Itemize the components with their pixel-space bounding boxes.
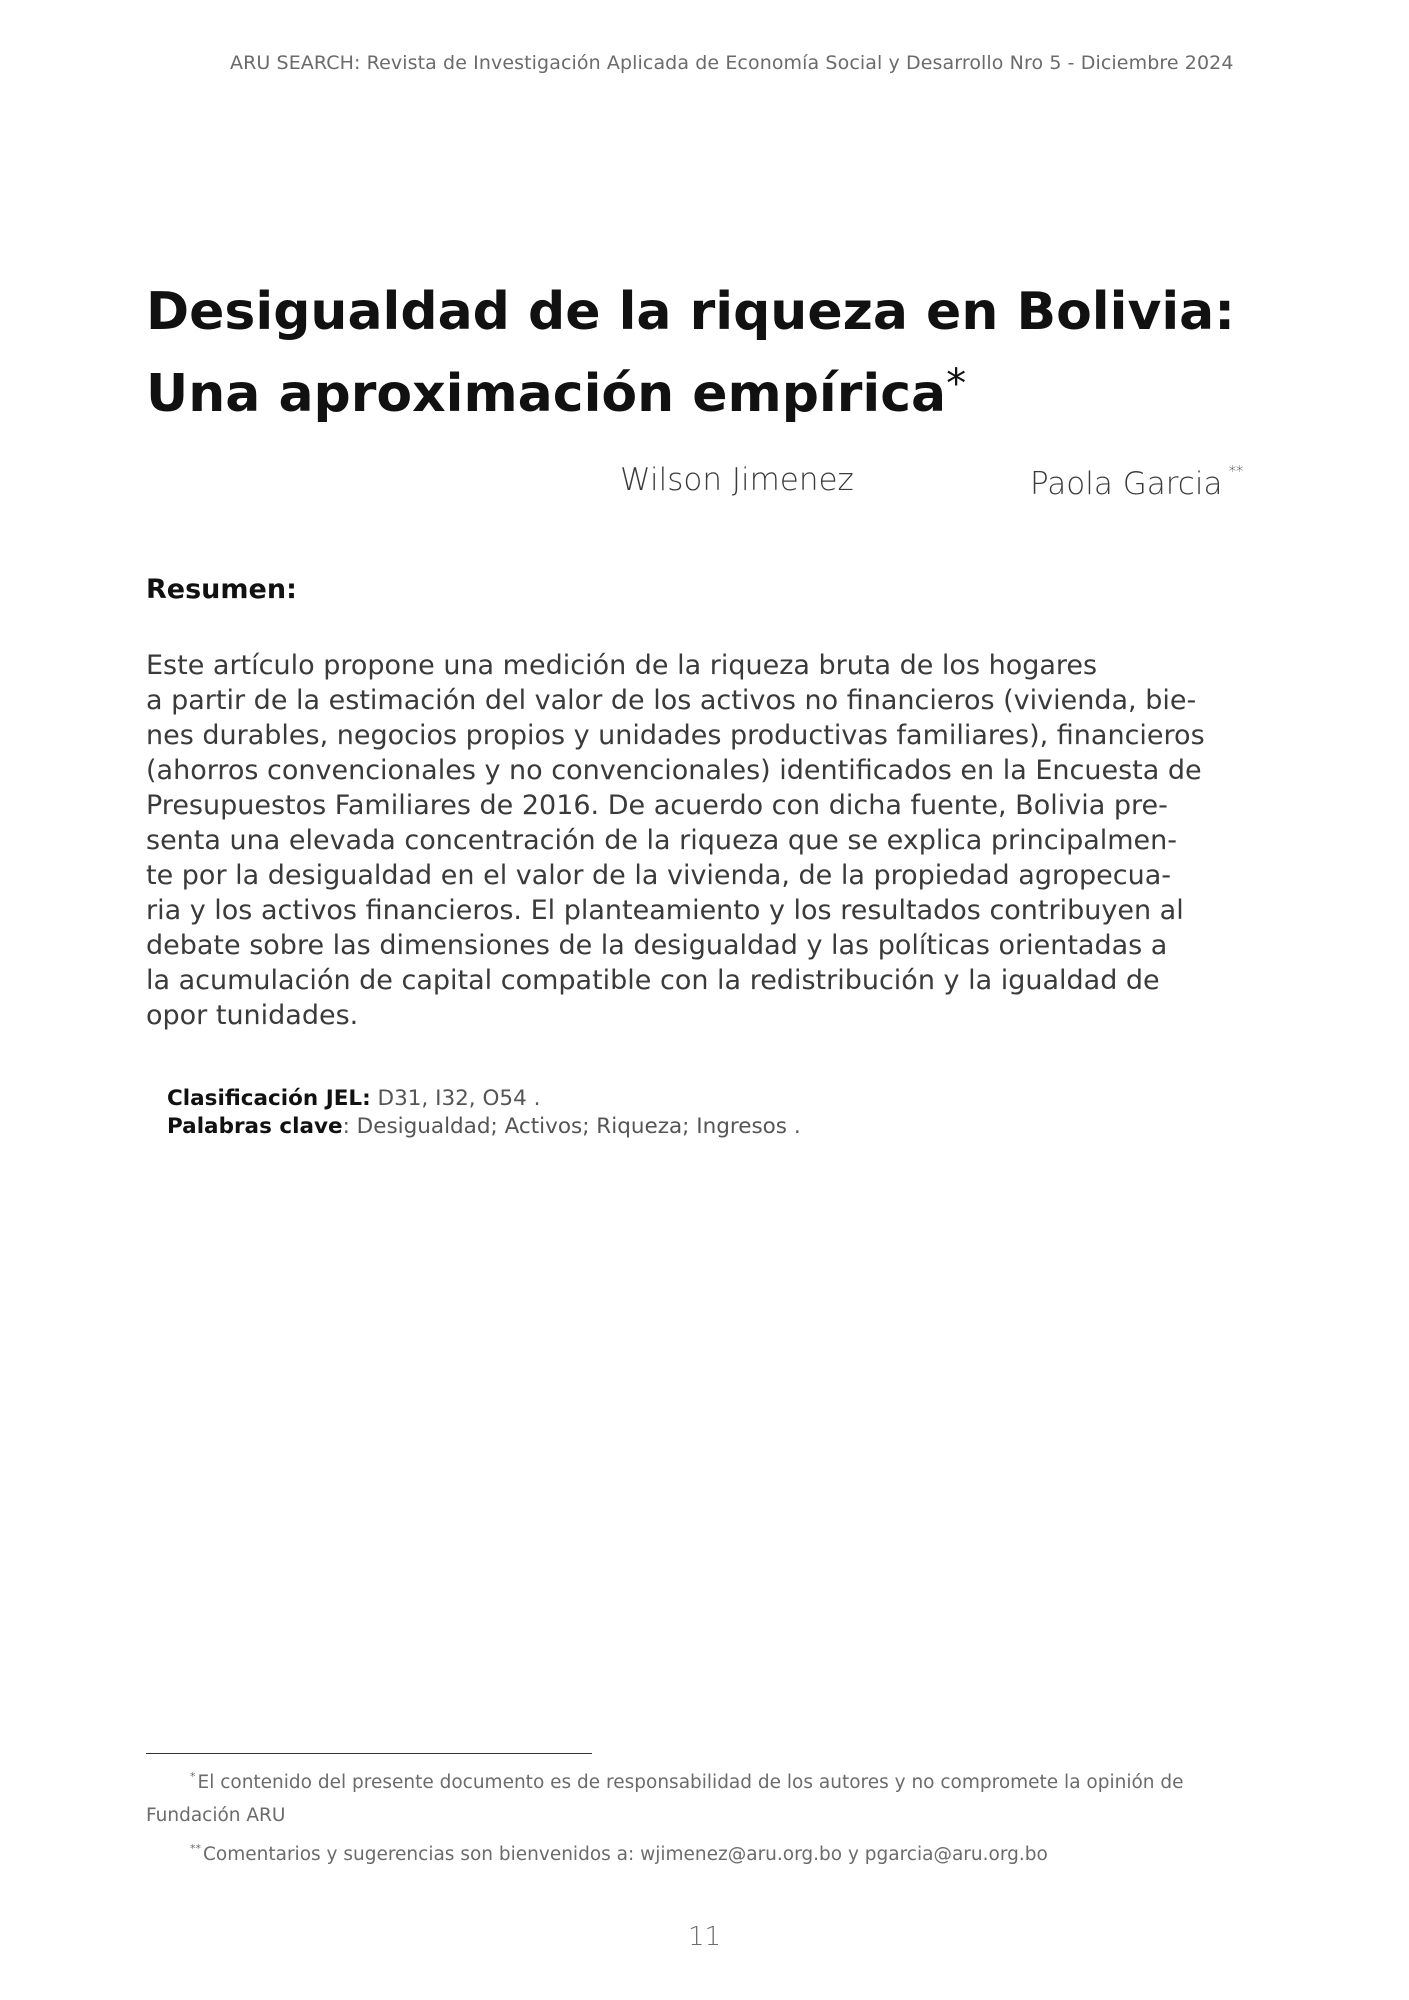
abstract-line: Presupuestos Familiares de 2016. De acuerdo con dicha fuente, Bolivia pre- [146,790,1168,821]
abstract-line: a partir de la estimación del valor de los activos no financieros (vivienda, bie- [146,685,1197,716]
footnote-1-text: El contenido del presente documento es de responsabilidad de los autores y no compromete la opinión de [197,1772,1184,1793]
jel-label: Clasificación JEL: [167,1086,371,1111]
title-line-2-text: Una aproximación empírica [146,364,947,424]
abstract-line: la acumulación de capital compatible con la redistribución y la igualdad de [146,965,1160,996]
author-wilson-jimenez [620,462,854,498]
keywords-label: Palabras clave [167,1114,343,1139]
abstract-line: (ahorros convencionales y no convencionales) identificados en la Encuesta de [146,755,1202,786]
footnote-2 [146,1832,1286,1871]
abstract-line: opor tunidades. [146,1000,359,1031]
footnote-1-continued: Fundación ARU [146,1805,286,1826]
keywords-value: : Desigualdad; Activos; Riqueza; Ingresos . [342,1114,801,1139]
abstract-body [146,648,1286,1033]
keywords-line [167,1113,801,1141]
title-footnote-mark: * [946,361,967,407]
title-line-2 [146,348,1296,430]
abstract-line: debate sobre las dimensiones de la desigualdad y las políticas orientadas a [146,930,1168,961]
author-footnote-mark: ** [1228,462,1244,480]
article-title [146,276,1296,430]
footnotes [146,1760,1286,1871]
title-line-1: Desigualdad de la riqueza en Bolivia: [146,282,1236,342]
footnote-1-mark: * [190,1770,196,1783]
page-number: 11 [687,1922,722,1952]
running-header: ARU SEARCH: Revista de Investigación Aplicada de Economía Social y Desarrollo Nro 5 - Diciembre 2024 [230,52,1234,74]
classification-block [167,1085,801,1141]
abstract-line: senta una elevada concentración de la riqueza que se explica principalmen- [146,825,1178,856]
footnote-2-text: Comentarios y sugerencias son bienvenidos a: wjimenez@aru.org.bo y pgarcia@aru.org.bo [203,1844,1048,1865]
footnote-divider [146,1753,592,1754]
author-name: Wilson Jimenez [620,462,854,498]
abstract-line: nes durables, negocios propios y unidades productivas familiares), financieros [146,720,1205,751]
author-name: Paola Garcia [1030,466,1223,502]
author-paola-garcia [1030,462,1243,502]
footnote-1 [146,1760,1286,1799]
jel-value: D31, I32, O54 . [370,1086,541,1111]
abstract-line: Este artículo propone una medición de la riqueza bruta de los hogares [146,650,1098,681]
jel-classification [167,1085,801,1113]
abstract-line: ria y los activos financieros. El planteamiento y los resultados contribuyen al [146,895,1184,926]
abstract-heading: Resumen: [146,574,297,605]
footnote-2-mark: ** [190,1842,201,1855]
abstract-line: te por la desigualdad en el valor de la vivienda, de la propiedad agropecua- [146,860,1171,891]
